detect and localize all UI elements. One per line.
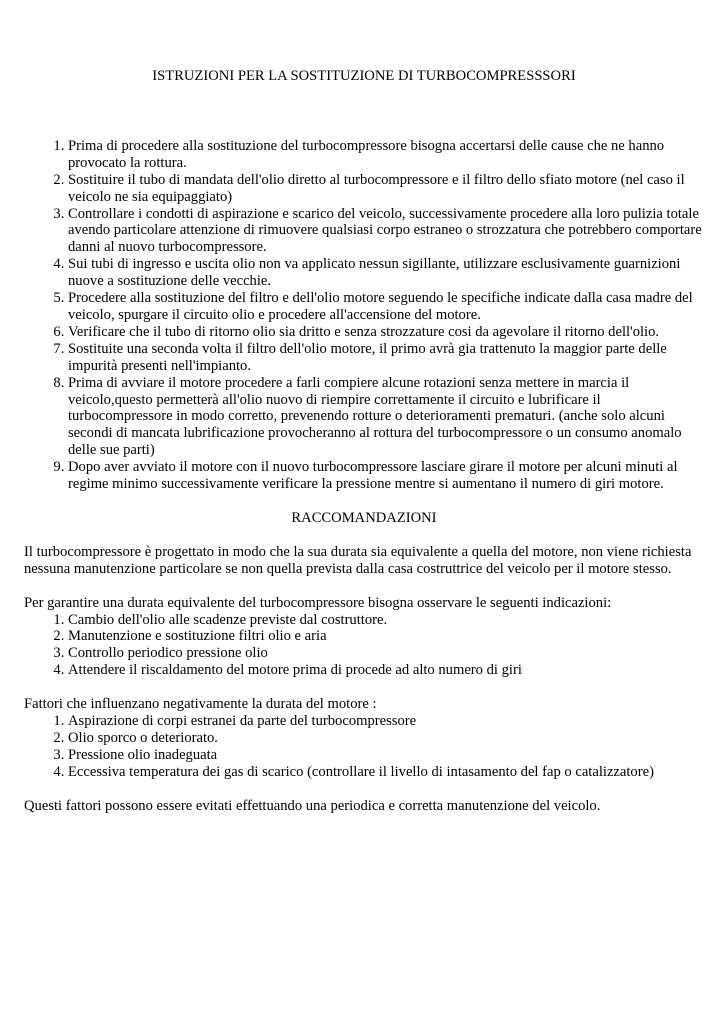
instruction-item: 8. Prima di avviare il motore procedere a farli compiere alcune rotazioni senza mettere in marcia il veicolo,questo permetterà all'olio nuovo di riempire correttamente il circuito e lubrificare il turbocompressore in modo corretto, prevenendo rotture o deterioramenti prematuri. (anche solo alcuni secondi di mancata lubrificazione provocheranno al rottura del turbocompressore o un consumo anomalo delle sue parti): [68, 375, 704, 460]
durability-list: [24, 612, 704, 680]
instruction-item: 1. Prima di procedere alla sostituzione del turbocompressore bisogna accertarsi delle cause che ne hanno provocato la rottura.: [68, 138, 704, 172]
document-page: [24, 68, 704, 815]
instruction-item: 5. Procedere alla sostituzione del filtro e dell'olio motore seguendo le specifiche indicate dalla casa madre del veicolo, spurgare il circuito olio e procedere all'accensione del motore.: [68, 290, 704, 324]
durability-section: [24, 595, 704, 680]
factor-item: 4. Eccessiva temperatura dei gas di scarico (controllare il livello di intasamento del fap o catalizzatore): [68, 764, 704, 781]
intro-paragraph: Il turbocompressore è progettato in modo che la sua durata sia equivalente a quella del motore, non viene richiesta nessuna manutenzione particolare se non quella prevista dalla casa costruttrice del veicolo per il motore stesso.: [24, 543, 692, 577]
instruction-item: 2. Sostituire il tubo di mandata dell'olio diretto al turbocompressore e il filtro dello sfiato motore (nel caso il veicolo ne sia equipaggiato): [68, 172, 704, 206]
instructions-list: [24, 138, 704, 493]
recommendations-heading: RACCOMANDAZIONI: [291, 509, 437, 526]
factor-item: 2. Olio sporco o deteriorato.: [68, 730, 704, 747]
durability-item: 3. Controllo periodico pressione olio: [68, 645, 704, 662]
durability-item: 1. Cambio dell'olio alle scadenze previste dal costruttore.: [68, 612, 704, 629]
instruction-item: 6. Verificare che il tubo di ritorno olio sia dritto e senza strozzature cosi da agevolare il ritorno dell'olio.: [68, 324, 704, 341]
factors-list: [24, 713, 704, 781]
instruction-item: 9. Dopo aver avviato il motore con il nuovo turbocompressore lasciare girare il motore per alcuni minuti al regime minimo successivamente verificare la pressione mentre si aumentano il numero di giri motore.: [68, 459, 704, 493]
factor-item: 3. Pressione olio inadeguata: [68, 747, 704, 764]
factors-section: [24, 696, 704, 781]
factor-item: 1. Aspirazione di corpi estranei da parte del turbocompressore: [68, 713, 704, 730]
instruction-item: 4. Sui tubi di ingresso e uscita olio non va applicato nessun sigillante, utilizzare esclusivamente guarnizioni nuove a sostituzione delle vecchie.: [68, 256, 704, 290]
closing-paragraph: Questi fattori possono essere evitati effettuando una periodica e corretta manutenzione del veicolo.: [24, 797, 601, 814]
factors-intro: Fattori che influenzano negativamente la durata del motore :: [24, 696, 377, 713]
instruction-item: 7. Sostituite una seconda volta il filtro dell'olio motore, il primo avrà gia trattenuto la maggior parte delle impurità presenti nell'impianto.: [68, 341, 704, 375]
instruction-item: 3. Controllare i condotti di aspirazione e scarico del veicolo, successivamente procedere alla loro pulizia totale avendo particolare attenzione di rimuovere qualsiasi corpo estraneo o strozzatura che potrebbero comportare danni al nuovo turbocompressore.: [68, 206, 704, 257]
durability-item: 4. Attendere il riscaldamento del motore prima di procede ad alto numero di giri: [68, 662, 704, 679]
durability-intro: Per garantire una durata equivalente del turbocompressore bisogna osservare le seguenti indicazioni:: [24, 594, 612, 611]
document-title: ISTRUZIONI PER LA SOSTITUZIONE DI TURBOCOMPRESSSORI: [152, 68, 576, 84]
durability-item: 2. Manutenzione e sostituzione filtri olio e aria: [68, 628, 704, 645]
